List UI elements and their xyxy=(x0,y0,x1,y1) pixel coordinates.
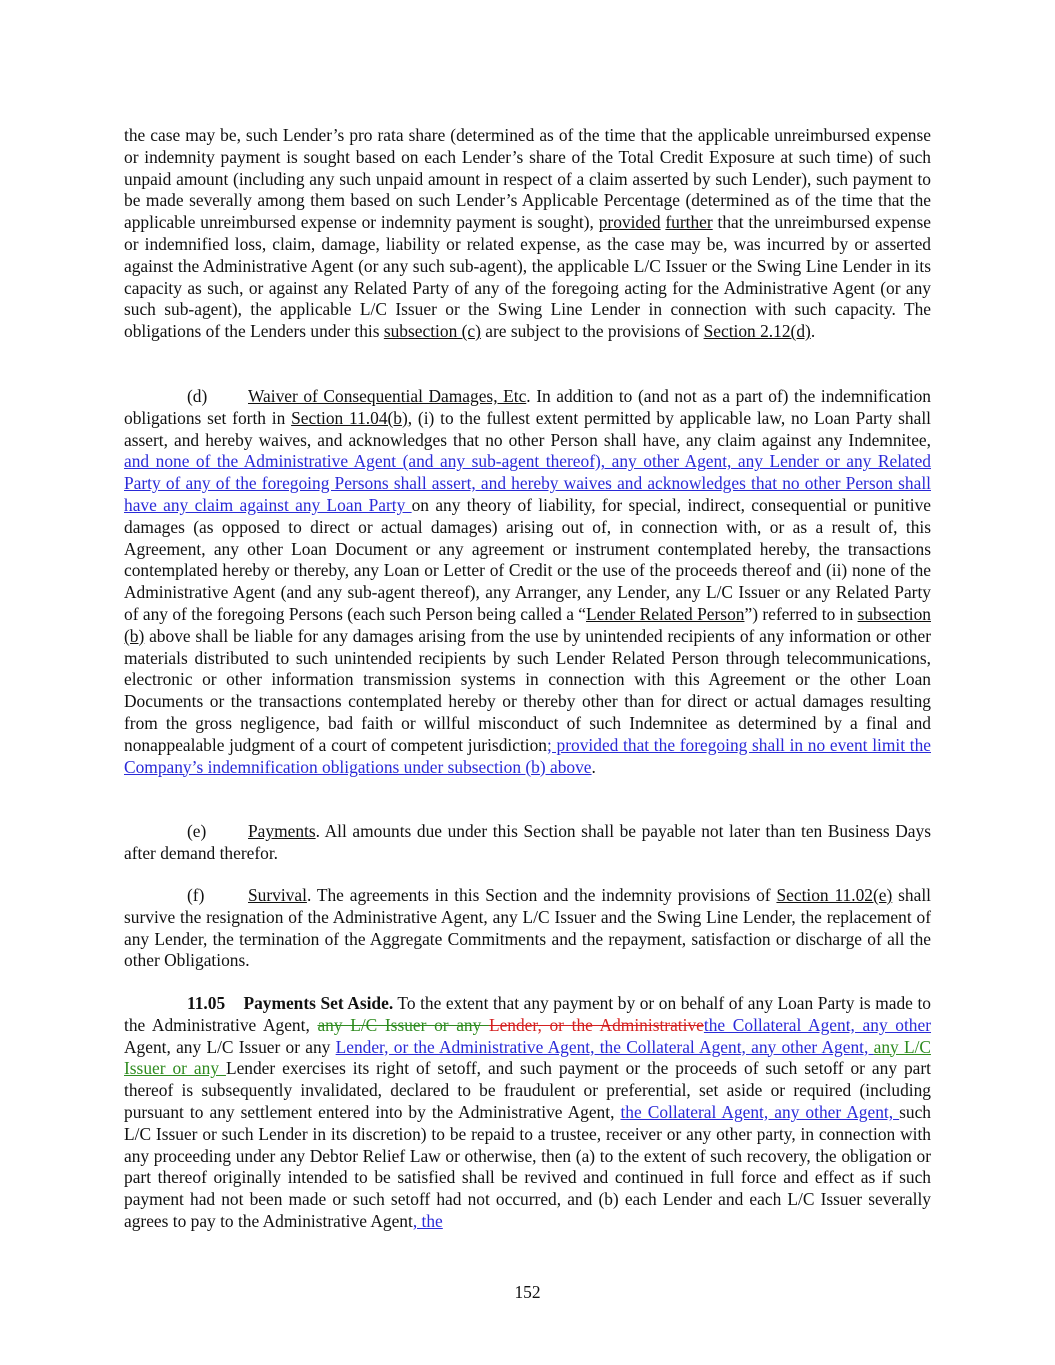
section-heading: Payments Set Aside. xyxy=(243,993,394,1013)
heading-survival: Survival xyxy=(248,885,307,905)
text-run: shall survive the resignation of the Administrative Agent, any L/C Issuer and the Swing Line Lender, the replacement of any Lender, the termination of the Aggregate Commitments and the repayment, satisfaction or discharge of all the other Obligations. xyxy=(124,885,931,971)
paragraph-c-continuation xyxy=(124,125,931,343)
inserted-text: Lender, or the Administrative Agent, the Collateral Agent, any other Agent, xyxy=(335,1036,874,1057)
text-run: above shall be liable for any damages arising from the use by unintended recipients of any information or other materials distributed to such unintended recipients by such Lender Related Person through telecommunications, electronic or other information transmission systems in connection with this Agreement or the other Loan Documents or the transactions contemplated hereby or thereby other than for direct or actual damages resulting from the gross negligence, bad faith or willful misconduct of such Indemnitee as determined by a final and nonappealable judgment of a court of competent jurisdiction xyxy=(124,625,931,755)
paragraph-f xyxy=(124,885,931,972)
section-11-05 xyxy=(124,993,931,1233)
clause-label-d: (d) xyxy=(187,386,208,406)
section-number: 11.05 xyxy=(187,993,226,1013)
text-run: on any theory of liability, for special, indirect, consequential or punitive damages (as opposed to direct or actual damages) arising out of, in connection with, or as a result of, this Agreement, any other Loan Document or any agreement or instrument contemplated hereby, the transactions contemplated hereby or thereby, any Loan or Letter of Credit or the use of the proceeds thereof and (ii) none of the Administrative Agent (and any sub-agent thereof), any Arranger, any Lender, any L/C Issuer or any Related Party of any of the foregoing Persons (each such Person being called a “ xyxy=(124,494,931,624)
text-run: . xyxy=(591,756,596,777)
text-run: . xyxy=(810,321,816,342)
moved-deleted-text: any L/C Issuer or any xyxy=(317,1014,489,1035)
text-run: the case may be, such Lender’s pro rata share (determined as of the time that the applicable unreimbursed expense or indemnity payment is sought based on each Lender’s share of the Total Credit Exposure at such time) of such unpaid amount (including any such unpaid amount in respect of a claim asserted by such Lender), such payment to be made severally among them based on such Lender’s Applicable Percentage (determined as of the time that the applicable unreimbursed expense or indemnity payment is sought), xyxy=(124,125,931,233)
text-run: To the extent that any payment by or on behalf of any Loan Party is made to the Administrative Agent, xyxy=(124,993,931,1035)
text-run: that the unreimbursed expense or indemnified loss, claim, damage, liability or related expense, as the case may be, was incurred by or asserted against the Administrative Agent (or any such sub-agent), the applicable L/C Issuer or the Swing Line Lender in its capacity as such, or against any Related Party of any of the foregoing acting for the Administrative Agent (or any such sub-agent), the applicable L/C Issuer or the Swing Line Lender in connection with such capacity. The obligations of the Lenders under this xyxy=(124,212,931,342)
clause-label-f: (f) xyxy=(187,885,205,905)
paragraph-d xyxy=(124,386,931,778)
text-run: . The agreements in this Section and the indemnity provisions of xyxy=(306,885,777,905)
moved-text: any L/C Issuer or any xyxy=(124,1036,931,1079)
heading-waiver: Waiver of Consequential Damages, Etc xyxy=(248,386,527,406)
text-run: ”) referred to in xyxy=(744,603,858,624)
subsection-b-reference: subsection (b) xyxy=(124,603,931,646)
inserted-text: ; provided that the foregoing shall in no event limit the Company’s indemnification obligations under subsection (b) above xyxy=(124,734,931,777)
inserted-text: the Collateral Agent, any other xyxy=(703,1014,932,1035)
further-term: further xyxy=(665,212,713,233)
inserted-text: , the xyxy=(412,1210,443,1231)
page-number: 152 xyxy=(514,1282,541,1302)
subsection-c-reference: subsection (c) xyxy=(383,321,481,342)
section-2-12-d-reference: Section 2.12(d) xyxy=(703,321,811,342)
text-run: Agent, any L/C Issuer or any xyxy=(124,1036,336,1057)
section-11-02-e-reference: Section 11.02(e) xyxy=(776,885,893,905)
inserted-text: the Collateral Agent, any other Agent, xyxy=(620,1101,900,1122)
deleted-text: Lender, or the Administrative xyxy=(488,1014,704,1035)
paragraph-e xyxy=(124,821,931,865)
text-run: such L/C Issuer or such Lender in its discretion) to be repaid to a trustee, receiver or any other party, in connection with any proceeding under any Debtor Relief Law or otherwise, then (a) to the extent of such recovery, the obligation or part thereof originally intended to be satisfied shall be revived and continued in full force and effect as if such payment had not been made or such setoff had not occurred, and (b) each Lender and each L/C Issuer severally agrees to pay to the Administrative Agent xyxy=(124,1101,931,1231)
section-11-04-b-reference: Section 11.04(b) xyxy=(291,407,408,428)
provided-term: provided xyxy=(598,212,661,233)
text-run: are subject to the provisions of xyxy=(480,321,704,342)
text-run: . In addition to (and not as a part of) the indemnification obligations set forth in xyxy=(124,386,931,428)
text-run: Lender exercises its right of setoff, and such payment or the proceeds of such setoff or any part thereof is subsequently invalidated, declared to be fraudulent or preferential, set aside or required (including pursuant to any settlement entered into by the Administrative Agent, xyxy=(124,1058,931,1122)
text-run: , (i) to the fullest extent permitted by applicable law, no Loan Party shall assert, and hereby waives, and acknowledges that no other Person shall have, any claim against any Indemnitee, xyxy=(124,407,931,450)
inserted-text: and none of the Administrative Agent (and any sub-agent thereof), any other Agent, any Lender or any Related Party of any of the foregoing Persons shall assert, and hereby waives and acknowledges that no other Person shall have any claim against any Loan Party xyxy=(124,451,931,515)
clause-label-e: (e) xyxy=(187,821,207,841)
heading-payments: Payments xyxy=(248,821,316,841)
text-run: . All amounts due under this Section shall be payable not later than ten Business Days after demand therefor. xyxy=(124,821,931,863)
lender-related-person-term: Lender Related Person xyxy=(586,603,745,624)
